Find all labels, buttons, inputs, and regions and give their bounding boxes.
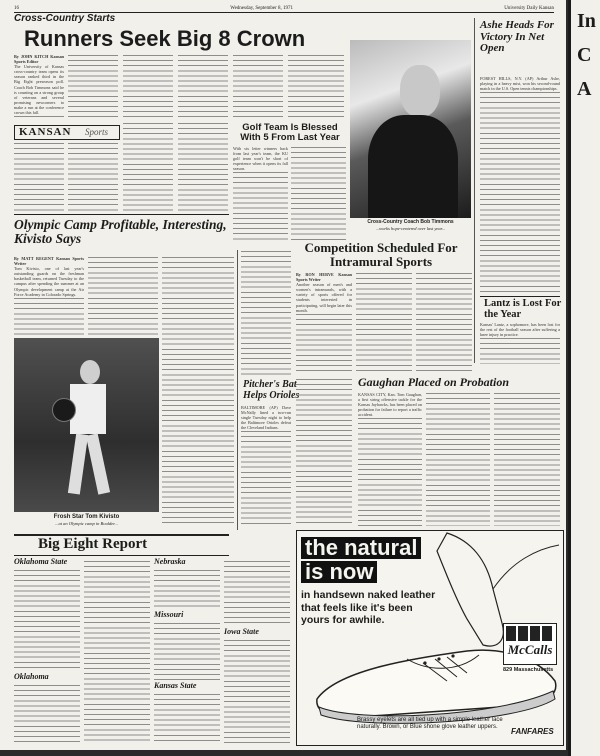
runners-body-col4 — [178, 54, 228, 120]
big8-col4b — [224, 639, 290, 744]
runners-body-col2b — [68, 142, 118, 212]
timmons-photo — [350, 40, 471, 218]
mccalls-brand: McCalls — [507, 642, 553, 657]
big8-headline: Big Eight Report — [38, 536, 148, 552]
mccalls-ad — [296, 530, 564, 746]
runners-headline: Runners Seek Big 8 Crown — [24, 26, 306, 51]
kivisto-photo — [14, 338, 159, 512]
edge-letter-1: In — [577, 10, 596, 32]
competition-headline: Competition Scheduled For Intramural Sports — [304, 240, 458, 269]
big8-sub-okst: Oklahoma State — [14, 557, 68, 566]
gaughan-body: KANSAS CITY, Kan. Tom Gaughan, a first string offensive tackle for the Kansas Jayhawks, has been placed on probation for failure to report a traffic accident. — [358, 392, 422, 526]
lantz-body: Kansas' Lantz, a sophomore, has been lost for the rest of the football season after suffering a knee injury in practice. — [480, 322, 560, 364]
ashe-body: FOREST HILLS, N.Y. (AP) Arthur Ashe, playing in a heavy mist, won his second-round match in the U.S. Open tennis championships. — [480, 76, 560, 294]
competition-body-col4 — [296, 378, 352, 526]
kivisto-caption: Frosh Star Tom Kivisto — [53, 514, 120, 520]
ashe-headline: Ashe Heads For Victory In Net Open — [480, 19, 554, 55]
competition-body: By RON HERVE Kansan Sports Writer Another season of men's and women's intramurals, with a variety of sports offered for students interested in participating, will begin later this month. — [296, 272, 352, 372]
paper-name: University Daily Kansan — [504, 6, 554, 11]
runners-body-col2 — [68, 54, 118, 120]
banner-label: KANSAN — [19, 126, 72, 138]
ad-line2: is now — [301, 561, 377, 583]
ad-line1: the natural — [301, 537, 421, 559]
big8-col3c — [154, 693, 220, 744]
adjacent-page-edge — [568, 0, 600, 756]
kansan-sports-banner — [14, 125, 120, 140]
competition-body-col2 — [356, 272, 412, 372]
big8-col3b — [154, 622, 220, 680]
ad-tagline: Brassy eyelets are all tied up with a simple leather lace naturally. Brown, or Blue shone glove leather uppers. — [357, 717, 503, 730]
ad-address: 829 Massachusetts — [503, 667, 554, 673]
golf-body: With six letter winners back from last year's team, the KU golf team won't be short of experience when it opens its fall season. — [233, 146, 288, 241]
golf-headline: Golf Team Is Blessed With 5 From Last Year — [240, 122, 340, 143]
ad-body: in handsewn naked leather that feels like it's been yours for awhile. — [301, 589, 436, 626]
big8-sub-neb: Nebraska — [154, 557, 186, 566]
edge-letter-2: C — [577, 44, 592, 66]
gaughan-headline: Gaughan Placed on Probation — [358, 375, 510, 389]
section-kicker: Cross-Country Starts — [14, 13, 116, 24]
runners-body: By JOHN KITCH Kansan Sports Editor The University of Kansas cross-country team opens its season ranked third in the Big Eight preseason poll. Coach Bob Timmons said he is counting on a strong group of veterans and several promising newcomers to make a run at the conference crown this fall. — [14, 54, 64, 120]
timmons-subcaption: ...works hope-centered over last year... — [375, 226, 446, 231]
page-date: Wednesday, September 8, 1971 — [230, 6, 293, 11]
golf-body-col3 — [241, 250, 291, 378]
olympic-body-col3 — [162, 256, 234, 526]
lantz-headline: Lantz is Lost For the Year — [484, 298, 562, 321]
pitcher-body: BALTIMORE (AP) Dave McNally lined a two-run single Tuesday night to help the Baltimore Orioles defeat the Cleveland Indians. — [241, 405, 291, 527]
ad-sign: FANFARES — [511, 727, 554, 736]
gaughan-body-col2 — [426, 392, 490, 526]
gaughan-body-col3 — [494, 392, 560, 526]
kivisto-subcaption: ...at an Olympic camp in Boulder... — [55, 521, 118, 526]
big8-col4 — [224, 560, 290, 626]
mccalls-logo — [503, 623, 557, 665]
big8-sub-ksu: Kansas State — [154, 681, 197, 690]
banner-sub: Sports — [85, 127, 109, 137]
timmons-caption: Cross-Country Coach Bob Timmons — [367, 219, 454, 225]
runners-body-col5 — [233, 54, 283, 120]
big8-col3 — [154, 569, 220, 609]
big8-col1 — [14, 569, 80, 671]
big8-sub-mo: Missouri — [154, 610, 184, 619]
pitcher-headline: Pitcher's Bat Helps Orioles — [243, 379, 300, 401]
runners-body-col1b — [14, 142, 64, 212]
big8-col2 — [84, 560, 150, 744]
runners-body-col6 — [288, 54, 344, 120]
page-number: 16 — [14, 6, 19, 11]
golf-body-col2 — [291, 146, 346, 241]
olympic-body: By MATT REGENT Kansan Sports Writer Tom Kivisto, one of last year's outstanding guards on the freshman basketball team, returned Tuesday to the campus after spending the summer at an Olympic development camp at the Air Force Academy in Colorado Springs. — [14, 256, 84, 336]
runners-body-col3b — [123, 122, 173, 212]
olympic-headline: Olympic Camp Profitable, Interesting, Kivisto Says — [14, 217, 227, 247]
big8-sub-isu: Iowa State — [224, 627, 259, 636]
competition-body-col3 — [416, 272, 472, 372]
olympic-body-col2 — [88, 256, 158, 336]
big8-col1b — [14, 684, 80, 744]
big8-sub-ok: Oklahoma — [14, 672, 49, 681]
page-header — [14, 6, 554, 11]
runners-body-col3 — [123, 54, 173, 120]
runners-body-col4b — [178, 122, 228, 212]
edge-letter-3: A — [577, 78, 592, 100]
